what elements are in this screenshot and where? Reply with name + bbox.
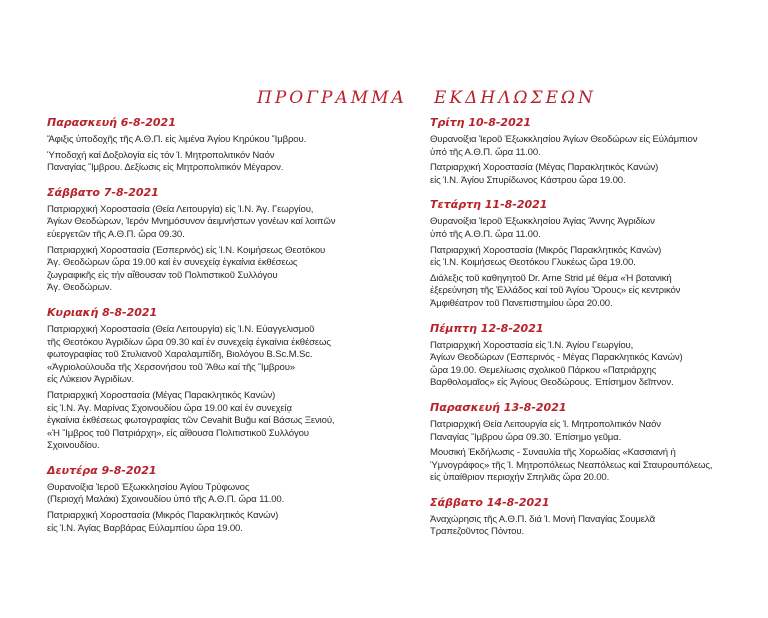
event-line: ἐξερεύνηση τῆς Ἑλλάδος καί τοῦ Ἁγίου Ὄρους» εἰς κεντρικόν xyxy=(430,285,681,297)
event-line: ὑπό τῆς Α.Θ.Π. ὥρα 11.00. xyxy=(430,228,541,240)
event-entry xyxy=(430,447,755,485)
day-heading: Πέμπτη 12-8-2021 xyxy=(430,321,544,335)
event-entry xyxy=(47,245,392,295)
event-line: εἰς ὑπαίθριον περιοχήν Σπηλιᾶς ὥρα 20.00. xyxy=(430,472,610,484)
event-entry xyxy=(430,340,755,390)
event-line: Θυρανοίξια Ἱεροῦ Ἐξωκκλησίου Ἁγίας Ἄννης Ἀγριδίων xyxy=(430,216,655,228)
event-line: Ἀμφιθέατρον τοῦ Πανεπιστημίου ὥρα 20.00. xyxy=(430,297,613,309)
event-line: Μουσική Ἐκδήλωσις - Συναυλία τῆς Χορωδίας «Κασσιανή ἡ xyxy=(430,447,676,459)
event-line: ὑπό τῆς Α.Θ.Π. ὥρα 11.00. xyxy=(430,146,541,158)
event-line: Θυρανοίξια Ἱεροῦ Ἐξωκκλησίου Ἁγίων Θεοδώρων εἰς Εὐλάμπιον xyxy=(430,134,698,145)
event-line: «Ἀγριολούλουδα τῆς Χερσονήσου τοῦ Ἄθω καί τῆς Ἴμβρου» xyxy=(47,361,295,373)
event-line: Θυρανοίξια Ἱεροῦ Ἐξωκκλησίου Ἁγίου Τρύφωνος xyxy=(47,481,250,493)
event-line: τῆς Θεοτόκου Ἀγριδίων ὥρα 09.30 καί ἐν συνεχείᾳ ἐγκαίνια ἐκθέσεως xyxy=(47,336,331,348)
event-line: Πατριαρχική Χοροστασία (Μικρός Παρακλητικός Κανών) xyxy=(430,244,662,256)
event-line: ζωγραφικῆς εἰς τήν αἴθουσαν τοῦ Πολιτιστικοῦ Συλλόγου xyxy=(47,269,278,281)
event-line: Πατριαρχική Χοροστασία εἰς Ἱ.Ν. Ἁγίου Γεωργίου, xyxy=(430,339,634,351)
day-heading: Παρασκευή 6-8-2021 xyxy=(47,116,176,129)
event-line: Ἁγ. Θεοδώρων ὥρα 19.00 καί ἐν συνεχείᾳ ἐγκαίνια ἐκθέσεως xyxy=(47,257,298,269)
event-line: Βαρθολομαῖος» εἰς Ἁγίους Θεοδώρους. Ἐπίσημον δεῖπνον. xyxy=(430,377,674,389)
event-line: Πατριαρχική Θεία Λειτουργία εἰς Ἱ. Μητροπολιτικόν Ναόν xyxy=(430,418,661,430)
day-heading: Τρίτη 10-8-2021 xyxy=(430,116,532,129)
day-heading: Κυριακή 8-8-2021 xyxy=(47,305,158,319)
event-line: Ὑμνογράφος» τῆς Ἱ. Μητροπόλεως Νεαπόλεως καί Σταυρουπόλεως, xyxy=(430,459,713,471)
event-line: Παναγίας Ἴμβρου ὥρα 09.30. Ἐπίσημο γεῦμα. xyxy=(430,431,622,443)
event-line: Τραπεζοῦντος Πόντου. xyxy=(430,526,524,538)
day-heading: Τετάρτη 11-8-2021 xyxy=(430,198,548,212)
event-line: Παναγίας Ἴμβρου. Δεξίωσις εἰς Μητροπολιτικόν Μέγαρον. xyxy=(47,162,284,174)
event-line: Ἄφιξις ὑποδοχῆς τῆς Α.Θ.Π. εἰς λιμένα Ἁγίου Κηρύκου Ἴμβρου. xyxy=(47,134,307,145)
right-column xyxy=(430,116,755,542)
event-entry xyxy=(430,514,755,539)
event-line: Ἀναχώρησις τῆς Α.Θ.Π. διά Ἱ. Μονή Παναγίας Σουμελᾶ xyxy=(430,513,655,525)
event-line: Ἁγίων Θεοδώρων (Ἑσπερινός - Μέγας Παρακλητικός Κανών) xyxy=(430,352,683,364)
event-line: εἰς Ἱ.Ν. Ἁγίας Βαρβάρας Εὐλαμπίου ὥρα 19.00. xyxy=(47,522,243,534)
event-line: Πατριαρχική Χοροστασία (Μικρός Παρακλητικός Κανών) xyxy=(47,510,279,522)
event-line: ὥρα 19.00. Θεμελίωσις σχολικοῦ Πάρκου «Πατριάρχης xyxy=(430,364,657,376)
event-line: Πατριαρχική Χοροστασία (Θεία Λειτουργία) εἰς Ἱ.Ν. Εὐαγγελισμοῦ xyxy=(47,323,315,335)
event-entry xyxy=(47,510,392,535)
event-line: Ὑποδοχή καί Δοξολογία εἰς τόν Ἱ. Μητροπολιτικόν Ναόν xyxy=(47,149,275,161)
event-line: εἰς Ἱ.Ν. Ἁγίου Σπυρίδωνος Κάστρου ὥρα 19.00. xyxy=(430,174,626,186)
page-title-right: ΕΚΔΗΛΩΣΕΩΝ xyxy=(434,88,596,108)
event-line: Διάλεξις τοῦ καθηγητοῦ Dr. Arne Strid μέ θέμα «Ἡ βοτανική xyxy=(430,272,672,284)
event-line: Πατριαρχική Χοροστασία (Μέγας Παρακλητικός Κανών) xyxy=(430,162,659,174)
event-entry xyxy=(47,134,392,147)
event-entry xyxy=(430,419,755,444)
page-title-left: ΠΡΟΓΡΑΜΜΑ xyxy=(257,88,407,108)
event-line: Σχοινουδίου. xyxy=(47,440,100,452)
event-entry xyxy=(47,390,392,453)
event-line: «Ἡ Ἴμβρος τοῦ Πατριάρχη», εἰς αἴθουσα Πολιτιστικοῦ Συλλόγου xyxy=(47,427,309,439)
event-line: φωτογραφίας τοῦ Στυλιανοῦ Χαραλαμπίδη, Βιολόγου B.Sc.M.Sc. xyxy=(47,349,313,361)
event-entry xyxy=(47,150,392,175)
event-entry xyxy=(430,162,755,187)
event-line: εὐεργετῶν τῆς Α.Θ.Π. ὥρα 09.30. xyxy=(47,228,185,240)
event-entry xyxy=(430,273,755,311)
day-heading: Σάββατο 14-8-2021 xyxy=(430,495,550,509)
event-entry xyxy=(430,245,755,270)
event-line: ἐγκαίνια ἐκθέσεως φωτογραφίας τῶν Cevahit Buğu καί Βάσως Ξενιού, xyxy=(47,415,335,427)
day-heading: Σάββατο 7-8-2021 xyxy=(47,185,159,199)
day-heading: Παρασκευή 13-8-2021 xyxy=(430,400,567,414)
event-entry xyxy=(47,324,392,387)
event-line: εἰς Ἱ.Ν. Κοιμήσεως Θεοτόκου Γλυκέως ὥρα 19.00. xyxy=(430,257,636,269)
event-line: Πατριαρχική Χοροστασία (Θεία Λειτουργία) εἰς Ἱ.Ν. Ἁγ. Γεωργίου, xyxy=(47,203,314,215)
event-line: εἰς Ἱ.Ν. Ἁγ. Μαρίνας Σχοινουδίου ὥρα 19.00 καί ἐν συνεχείᾳ xyxy=(47,402,292,414)
event-entry xyxy=(430,134,755,159)
event-line: Ἁγίων Θεοδώρων, Ἱερόν Μνημόσυνον ἀειμνήστων γονέων καί λοιπῶν xyxy=(47,216,336,228)
event-line: Πατριαρχική Χοροστασία (Ἑσπερινός) εἰς Ἱ.Ν. Κοιμήσεως Θεοτόκου xyxy=(47,244,326,256)
day-heading: Δευτέρα 9-8-2021 xyxy=(47,463,157,477)
event-line: Πατριαρχική Χοροστασία (Μέγας Παρακλητικός Κανών) xyxy=(47,389,276,401)
left-column xyxy=(47,116,392,538)
event-entry xyxy=(47,482,392,507)
event-entry xyxy=(47,204,392,242)
event-line: εἰς Λύκειον Ἀγριδίων. xyxy=(47,374,134,386)
event-line: (Περιοχή Μαλάκι) Σχοινουδίου ὑπό τῆς Α.Θ.Π. ὥρα 11.00. xyxy=(47,494,285,506)
event-entry xyxy=(430,216,755,241)
event-line: Ἁγ. Θεοδώρων. xyxy=(47,282,112,294)
